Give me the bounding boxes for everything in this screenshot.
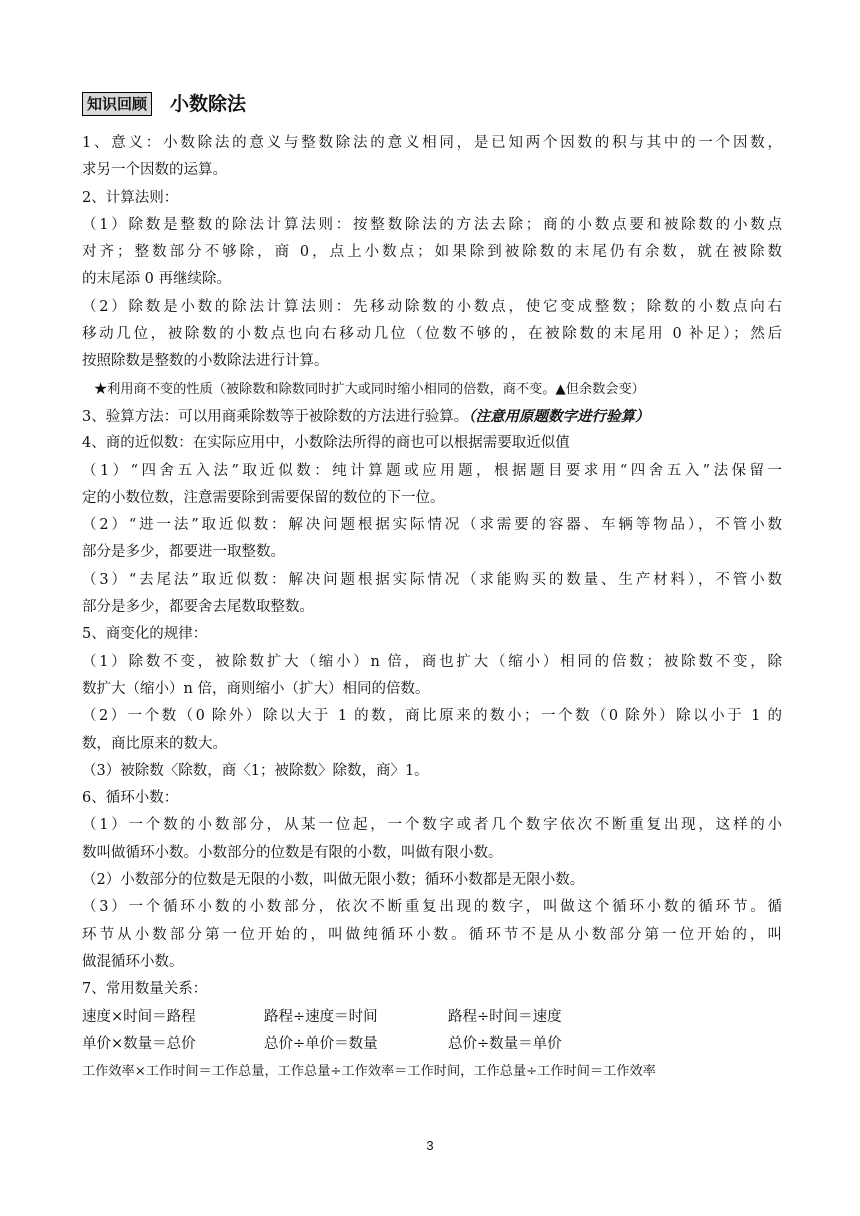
text-line: （1）一个数的小数部分，从某一位起，一个数字或者几个数字依次不断重复出现，这样的小 xyxy=(82,817,782,834)
text-line: （2）小数部分的位数是无限的小数，叫做无限小数；循环小数都是无限小数。 xyxy=(82,872,585,889)
relation-item: 总价÷单价＝数量 xyxy=(264,1035,378,1052)
text-line: 数扩大（缩小）n 倍，商则缩小（扩大）相同的倍数。 xyxy=(82,680,430,697)
text-line-note: ★利用商不变的性质（被除数和除数同时扩大或同时缩小相同的倍数，商不变。▲但余数会变） xyxy=(94,381,645,397)
text-line: （1）除数是整数的除法计算法则：按整数除法的方法去除；商的小数点要和被除数的小数点 xyxy=(82,216,782,233)
text-line: （2）除数是小数的除法计算法则：先移动除数的小数点，使它变成整数；除数的小数点向右 xyxy=(82,298,782,315)
page-number: 3 xyxy=(426,1138,434,1153)
section-tag: 知识回顾 xyxy=(82,92,152,116)
text-segment: 3、验算方法：可以用商乘除数等于被除数的方法进行验算。 xyxy=(82,408,469,425)
text-line: 做混循环小数。 xyxy=(82,953,184,970)
text-line: （2）一个数（0 除外）除以大于 1 的数，商比原来的数小；一个数（0 除外）除以小于 1 的 xyxy=(82,708,782,725)
text-line: 部分是多少，都要舍去尾数取整数。 xyxy=(82,599,314,616)
text-line: 定的小数位数，注意需要除到需要保留的数位的下一位。 xyxy=(82,489,445,506)
text-line: 对齐；整数部分不够除，商 0，点上小数点；如果除到被除数的末尾仍有余数，就在被除数 xyxy=(82,244,782,261)
section-header xyxy=(82,92,246,116)
relation-item: 总价÷数量＝单价 xyxy=(448,1035,562,1052)
text-line xyxy=(82,403,782,430)
text-line: 1、意义：小数除法的意义与整数除法的意义相同，是已知两个因数的积与其中的一个因数， xyxy=(82,135,782,151)
text-line: （1）“四舍五入法”取近似数：纯计算题或应用题，根据题目要求用“四舍五入”法保留一 xyxy=(82,462,782,479)
text-line: 环节从小数部分第一位开始的，叫做纯循环小数。循环节不是从小数部分第一位开始的，叫 xyxy=(82,926,782,943)
text-line: （1）除数不变，被除数扩大（缩小）n 倍，商也扩大（缩小）相同的倍数；被除数不变，除 xyxy=(82,653,782,670)
text-line: 7、常用数量关系： xyxy=(82,981,208,998)
text-line: 2、计算法则： xyxy=(82,189,179,206)
text-line: 求另一个因数的运算。 xyxy=(82,162,227,179)
relation-row xyxy=(82,1031,782,1058)
relation-item: 路程÷速度＝时间 xyxy=(264,1008,378,1025)
text-line: 4、商的近似数：在实际应用中，小数除法所得的商也可以根据需要取近似值 xyxy=(82,435,570,452)
emphasis-note: （注意用原题数字进行验算） xyxy=(468,407,650,425)
text-line: （3）一个循环小数的小数部分，依次不断重复出现的数字，叫做这个循环小数的循环节。循 xyxy=(82,899,782,916)
text-line-work: 工作效率×工作时间＝工作总量，工作总量÷工作效率＝工作时间，工作总量÷工作时间＝工作效率 xyxy=(82,1064,656,1080)
text-line: 按照除数是整数的小数除法进行计算。 xyxy=(82,353,329,370)
relation-item: 路程÷时间＝速度 xyxy=(448,1008,562,1025)
text-line: 5、商变化的规律： xyxy=(82,626,208,643)
relation-item: 单价×数量＝总价 xyxy=(82,1035,196,1052)
text-line: 移动几位，被除数的小数点也向右移动几位（位数不够的，在被除数的末尾用 0 补足）；然后 xyxy=(82,326,782,343)
text-line: 部分是多少，都要进一取整数。 xyxy=(82,544,285,561)
text-line: （3）“去尾法”取近似数：解决问题根据实际情况（求能购买的数量、生产材料），不管小数 xyxy=(82,571,782,588)
text-line: （3）被除数〈除数，商〈1；被除数〉除数，商〉1。 xyxy=(82,762,429,779)
text-line: （2）“进一法”取近似数：解决问题根据实际情况（求需要的容器、车辆等物品），不管小数 xyxy=(82,517,782,534)
relation-item: 速度×时间＝路程 xyxy=(82,1008,196,1025)
text-line: 6、循环小数： xyxy=(82,790,179,807)
text-line: 数，商比原来的数大。 xyxy=(82,735,227,752)
text-line: 的末尾添 0 再继续除。 xyxy=(82,271,231,288)
text-line: 数叫做循环小数。小数部分的位数是有限的小数，叫做有限小数。 xyxy=(82,844,503,861)
relation-row xyxy=(82,1004,782,1031)
document-body xyxy=(82,130,782,1085)
section-title: 小数除法 xyxy=(170,93,247,115)
